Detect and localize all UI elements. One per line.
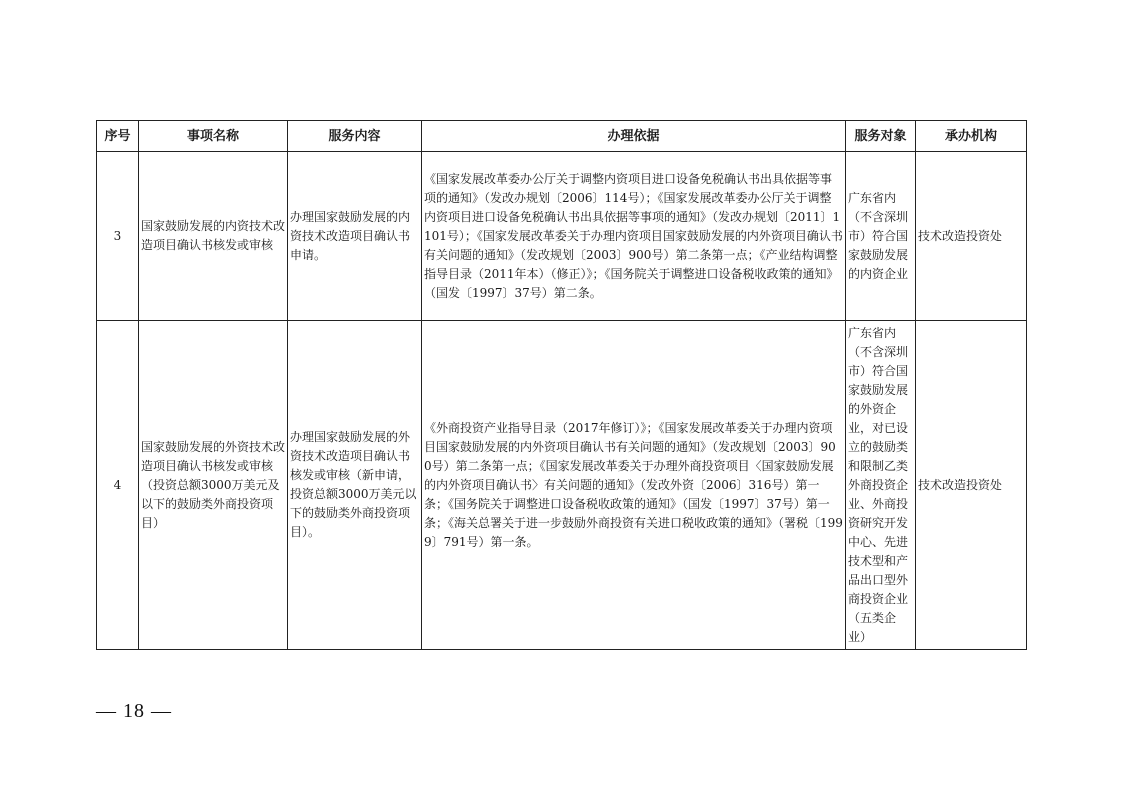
cell-service-content: 办理国家鼓励发展的外资技术改造项目确认书核发或审核（新申请，投资总额3000万美元以下的鼓励类外商投资项目）。 [288,321,422,650]
header-basis: 办理依据 [422,121,846,152]
header-item-name: 事项名称 [139,121,288,152]
table-row [97,152,1027,321]
table-header-row [97,121,1027,152]
cell-basis: 《国家发展改革委办公厅关于调整内资项目进口设备免税确认书出具依据等事项的通知》（发改办规划〔2006〕114号）；《国家发展改革委办公厅关于调整内资项目进口设备免税确认书出具依据等事项的通知》（发改办规划〔2011〕1101号）；《国家发展改革委关于办理内资项目国家鼓励发展的内外资项目确认书有关问题的通知》（发改规划〔2003〕900号）第二条第一点；《产业结构调整指导目录（2011年本）（修正）》；《国务院关于调整进口设备税收政策的通知》（国发〔1997〕37号）第二条。 [422,152,846,321]
header-organization: 承办机构 [916,121,1027,152]
service-items-table [96,120,1027,650]
cell-service-content: 办理国家鼓励发展的内资技术改造项目确认书申请。 [288,152,422,321]
cell-target: 广东省内（不含深圳市）符合国家鼓励发展的外资企业，对已设立的鼓励类和限制乙类外商投资企业、外商投资研究开发中心、先进技术型和产品出口型外商投资企业（五类企业） [846,321,916,650]
header-service-content: 服务内容 [288,121,422,152]
header-target: 服务对象 [846,121,916,152]
header-seq: 序号 [97,121,139,152]
cell-organization: 技术改造投资处 [916,321,1027,650]
cell-item-name: 国家鼓励发展的外资技术改造项目确认书核发或审核（投资总额3000万美元及以下的鼓励类外商投资项目） [139,321,288,650]
page-number: — 18 — [96,700,172,722]
cell-seq: 4 [97,321,139,650]
cell-basis: 《外商投资产业指导目录（2017年修订）》；《国家发展改革委关于办理内资项目国家鼓励发展的内外资项目确认书有关问题的通知》（发改规划〔2003〕900号）第二条第一点；《国家发展改革委关于办理外商投资项目〈国家鼓励发展的内外资项目确认书〉有关问题的通知》（发改外资〔2006〕316号）第一条；《国务院关于调整进口设备税收政策的通知》（国发〔1997〕37号）第一条；《海关总署关于进一步鼓励外商投资有关进口税收政策的通知》（署税〔1999〕791号）第一条。 [422,321,846,650]
cell-item-name: 国家鼓励发展的内资技术改造项目确认书核发或审核 [139,152,288,321]
table-row [97,321,1027,650]
cell-seq: 3 [97,152,139,321]
cell-target: 广东省内（不含深圳市）符合国家鼓励发展的内资企业 [846,152,916,321]
cell-organization: 技术改造投资处 [916,152,1027,321]
